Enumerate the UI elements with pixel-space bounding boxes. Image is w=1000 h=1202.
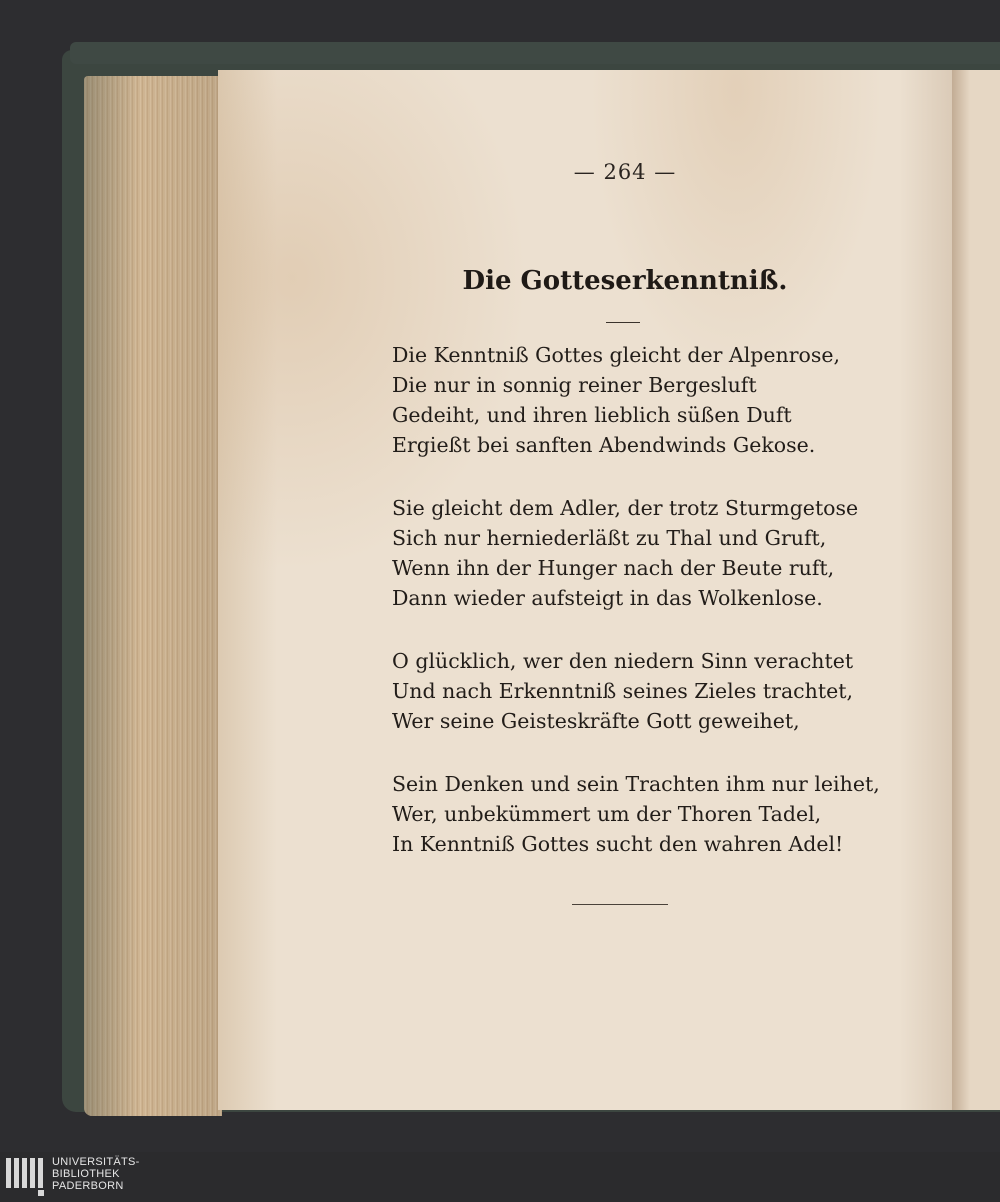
poem-line: O glücklich, wer den niedern Sinn verachtet (392, 649, 854, 673)
poem-line: Ergießt bei sanften Abendwinds Gekose. (392, 433, 816, 457)
poem-line: Sich nur herniederläßt zu Thal und Gruft, (392, 526, 827, 550)
poem-line: Sein Denken und sein Trachten ihm nur leihet, (392, 772, 880, 796)
poem-line: In Kenntniß Gottes sucht den wahren Adel! (392, 832, 844, 856)
poem-line: Die Kenntniß Gottes gleicht der Alpenrose, (392, 343, 841, 367)
poem-line: Wer seine Geisteskräfte Gott geweihet, (392, 709, 800, 733)
poem-title: Die Gotteserkenntniß. (462, 266, 788, 296)
library-logo-text: UNIVERSITÄTS- BIBLIOTHEK PADERBORN (52, 1156, 140, 1192)
page-number: — 264 — (573, 160, 677, 184)
stanza (392, 493, 859, 613)
poem-line: Sie gleicht dem Adler, der trotz Sturmgetose (392, 496, 859, 520)
stanza (392, 769, 880, 859)
footer-bar (0, 1152, 1000, 1202)
title-divider (606, 322, 640, 323)
poem-line: Und nach Erkenntniß seines Zieles trachtet, (392, 679, 853, 703)
poem-line: Dann wieder aufsteigt in das Wolkenlose. (392, 586, 823, 610)
end-divider (572, 904, 668, 905)
poem-line: Wer, unbekümmert um der Thoren Tadel, (392, 802, 822, 826)
poem-line: Gedeiht, und ihren lieblich süßen Duft (392, 403, 792, 427)
poem-line: Die nur in sonnig reiner Bergesluft (392, 373, 757, 397)
library-logo-icon (6, 1156, 44, 1198)
poem-body (392, 340, 880, 892)
stanza (392, 646, 852, 736)
stanza (392, 340, 852, 460)
book-cover-top-edge (70, 42, 1000, 64)
facing-page-edge (952, 70, 1000, 1110)
poem-line: Wenn ihn der Hunger nach der Beute ruft, (392, 556, 835, 580)
